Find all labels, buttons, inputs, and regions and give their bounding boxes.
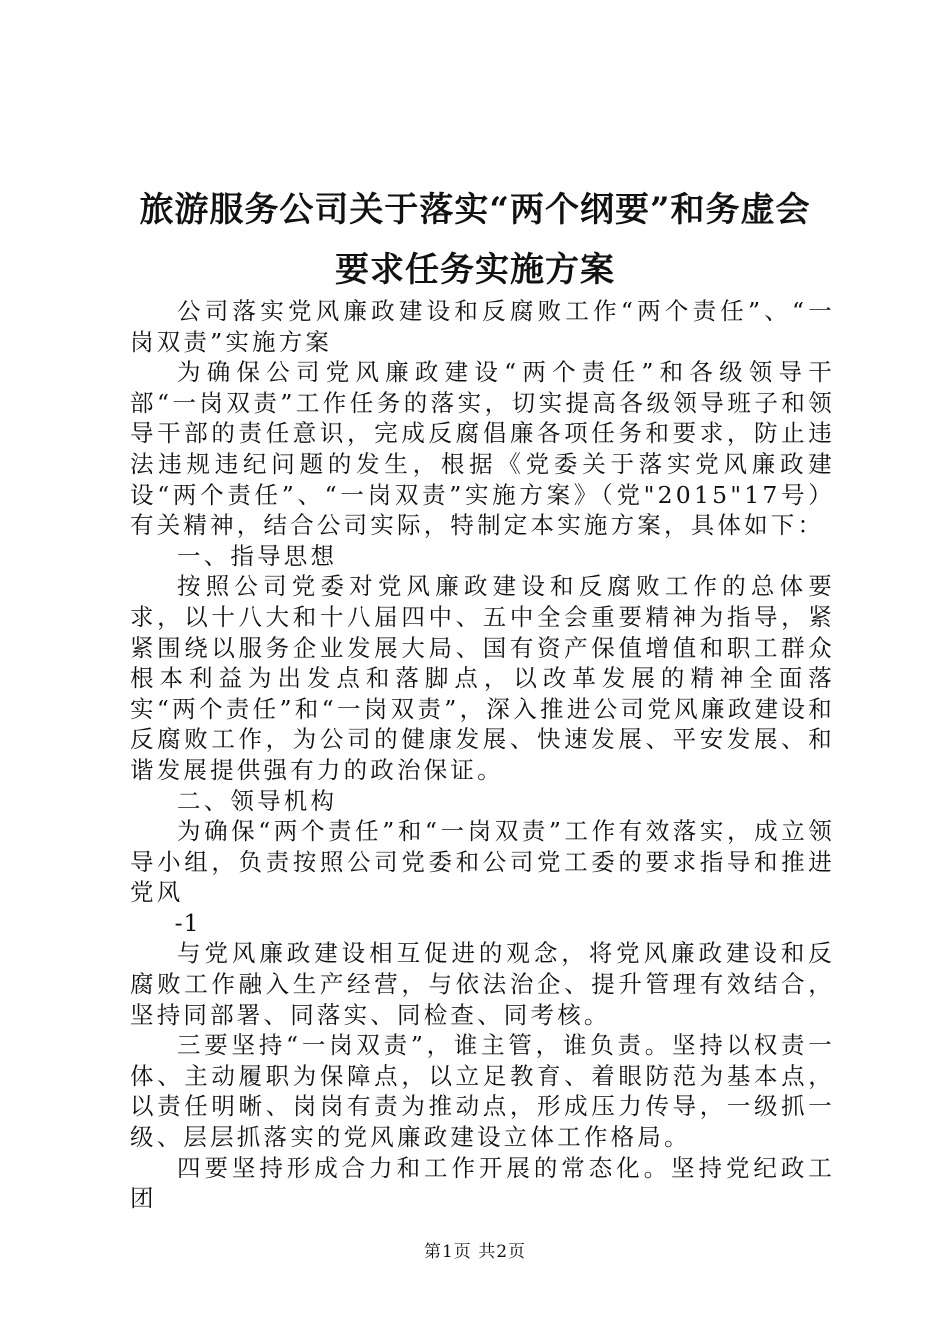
subtitle-paragraph: 公司落实党风廉政建设和反腐败工作“两个责任”、“一岗双责”实施方案 [130, 297, 835, 356]
integration-paragraph: 与党风廉政建设相互促进的观念，将党风廉政建设和反腐败工作融入生产经营，与依法治企、提升管理有效结合，坚持同部署、同落实、同检查、同考核。 [130, 939, 835, 1029]
guiding-ideology-paragraph: 按照公司党委对党风廉政建设和反腐败工作的总体要求，以十八大和十八届四中、五中全会重要精神为指导，紧紧围绕以服务企业发展大局、国有资产保值增值和职工群众根本利益为出发点和落脚点，以改革发展的精神全面落实“两个责任”和“一岗双责”，深入推进公司党风廉政建设和反腐败工作，为公司的健康发展、快速发展、平安发展、和谐发展提供强有力的政治保证。 [130, 572, 835, 784]
intro-paragraph: 为确保公司党风廉政建设“两个责任”和各级领导干部“一岗双责”工作任务的落实，切实提高各级领导班子和领导干部的责任意识，完成反腐倡廉各项任务和要求，防止违法违规违纪问题的发生，根据《党委关于落实党风廉政建设“两个责任”、“一岗双责”实施方案》（党"2015"17号）有关精神，结合公司实际，特制定本实施方案，具体如下： [130, 358, 835, 540]
point-four-paragraph: 四要坚持形成合力和工作开展的常态化。坚持党纪政工团 [130, 1153, 835, 1213]
leadership-paragraph: 为确保“两个责任”和“一岗双责”工作有效落实，成立领导小组，负责按照公司党委和公司党工委的要求指导和推进党风 [130, 817, 835, 907]
document-body [130, 296, 835, 1214]
document-title-line-2: 要求任务实施方案 [335, 250, 615, 290]
point-three-paragraph: 三要坚持“一岗双责”，谁主管，谁负责。坚持以权责一体、主动履职为保障点，以立足教育、着眼防范为基本点，以责任明晰、岗岗有责为推动点，形成压力传导，一级抓一级、层层抓落实的党风廉政建设立体工作格局。 [130, 1031, 835, 1152]
section-heading-leadership: 二、领导机构 [177, 786, 338, 815]
page-footer: 第1页 共2页 [423, 1242, 527, 1262]
document-title-line-1: 旅游服务公司关于落实“两个纲要”和务虚会 [139, 190, 811, 230]
section-heading-guiding-ideology: 一、指导思想 [177, 541, 338, 570]
page-break-marker: -1 [174, 908, 200, 937]
